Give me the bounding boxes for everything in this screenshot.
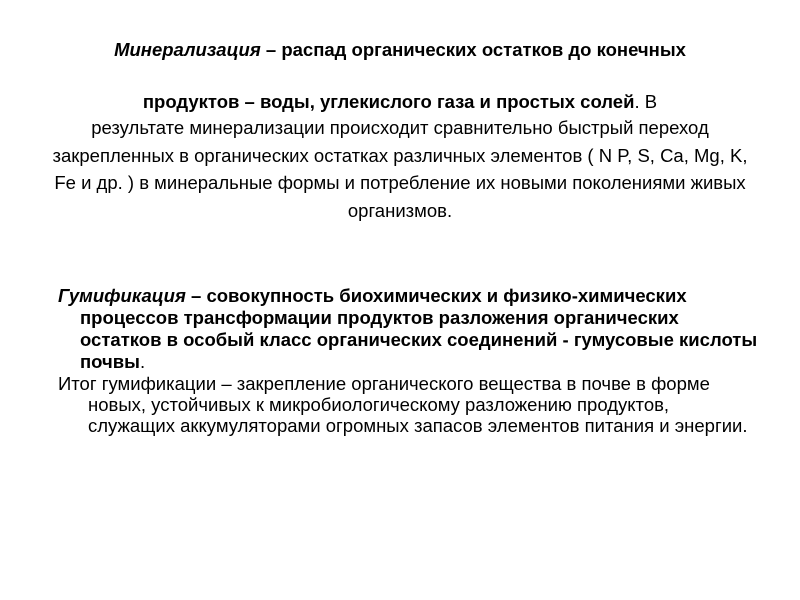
mineralization-definition-part2: продуктов – воды, углекислого газа и простых солей xyxy=(142,91,635,112)
humification-definition xyxy=(58,285,758,373)
humification-definition-text: – совокупность биохимических и физико-химических процессов трансформации продуктов разложения органических остатков в особый класс органических соединений - гумусовые кислоты почвы xyxy=(80,285,758,372)
mineralization-definition-end: . В xyxy=(634,91,658,112)
mineralization-body: результате минерализации происходит сравнительно быстрый переход закрепленных в органических остатках различных элементов ( N P, S, Ca, Mg, K, Fe и др. ) в минеральные формы и потребление их новыми поколениями живых организмов. xyxy=(52,117,748,221)
humification-definition-end: . xyxy=(139,351,146,372)
mineralization-term: Минерализация xyxy=(114,39,261,60)
mineralization-definition-line1 xyxy=(50,38,750,62)
mineralization-definition-part1: – распад органических остатков до конечных xyxy=(260,39,686,60)
humification-term: Гумификация xyxy=(58,285,186,306)
humification-block xyxy=(58,285,758,436)
humification-result: Итог гумификации – закрепление органического вещества в почве в форме новых, устойчивых к микробиологическому разложению продуктов, служащих аккумуляторами огромных запасов элементов питания и энергии. xyxy=(58,373,748,436)
mineralization-block xyxy=(50,38,750,224)
mineralization-definition-line2 xyxy=(50,90,750,114)
